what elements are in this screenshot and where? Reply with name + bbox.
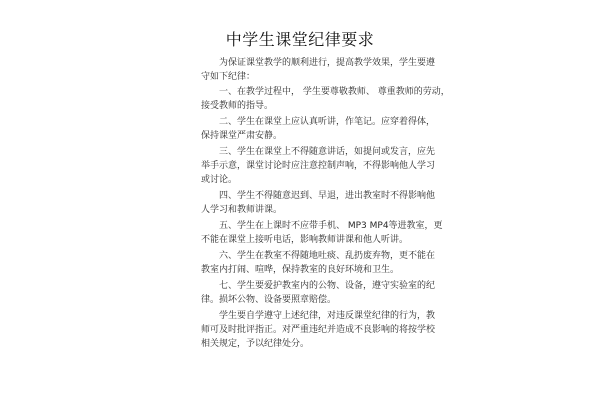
rule-6-line-2: 教室内打闹、喧哗，保持教室的良好环境和卫生。 — [201, 265, 400, 275]
rule-4-line-2: 人学习和教师讲课。 — [201, 205, 283, 215]
rule-5-line-2: 不能在课堂上接听电话，影响教师讲课和他人听讲。 — [201, 235, 409, 245]
rule-2-line-2: 保持课堂严肃安静。 — [201, 131, 283, 141]
rule-3-line-2: 举手示意，课堂讨论时应注意控制声响，不得影响他人学习 — [201, 161, 436, 171]
conclusion-line-3: 相关规定，予以纪律处分。 — [201, 339, 310, 349]
rule-7-line-2: 律。损坏公物、设备要照章赔偿。 — [201, 295, 337, 305]
conclusion-line-2: 师可及时批评指正。对严重违纪并造成不良影响的将按学校 — [201, 325, 436, 335]
rule-1-line-2: 接受教师的指导。 — [201, 101, 274, 111]
intro-line-1: 为保证课堂教学的顺利进行，提高教学效果，学生要遵 — [219, 58, 436, 68]
conclusion-line-1: 学生要自学遵守上述纪律，对违反课堂纪律的行为，教 — [219, 311, 436, 321]
rule-1-line-1: 一、在教学过程中， 学生要尊敬教师、 尊重教师的劳动， — [219, 87, 450, 97]
rule-5-line-1: 五、学生在上课时不应带手机、 MP3 MP4等进教室，更 — [219, 221, 443, 231]
rule-7-line-1: 七、学生要爱护教室内的公物、设备，遵守实验室的纪 — [219, 281, 436, 291]
document-title: 中学生课堂纪律要求 — [225, 30, 375, 49]
rule-6-line-1: 六、学生在教室不得随地吐痰、乱扔废弃物，更不能在 — [219, 251, 436, 261]
rule-3-line-1: 三、学生在课堂上不得随意讲话，如提问或发言，应先 — [219, 147, 436, 157]
intro-line-2: 守如下纪律： — [201, 72, 256, 82]
rule-2-line-1: 二、学生在课堂上应认真听讲，作笔记。应穿着得体， — [219, 117, 436, 127]
rule-3-line-3: 或讨论。 — [201, 175, 238, 185]
rule-4-line-1: 四、学生不得随意迟到、早退，进出教室时不得影响他 — [219, 191, 436, 201]
